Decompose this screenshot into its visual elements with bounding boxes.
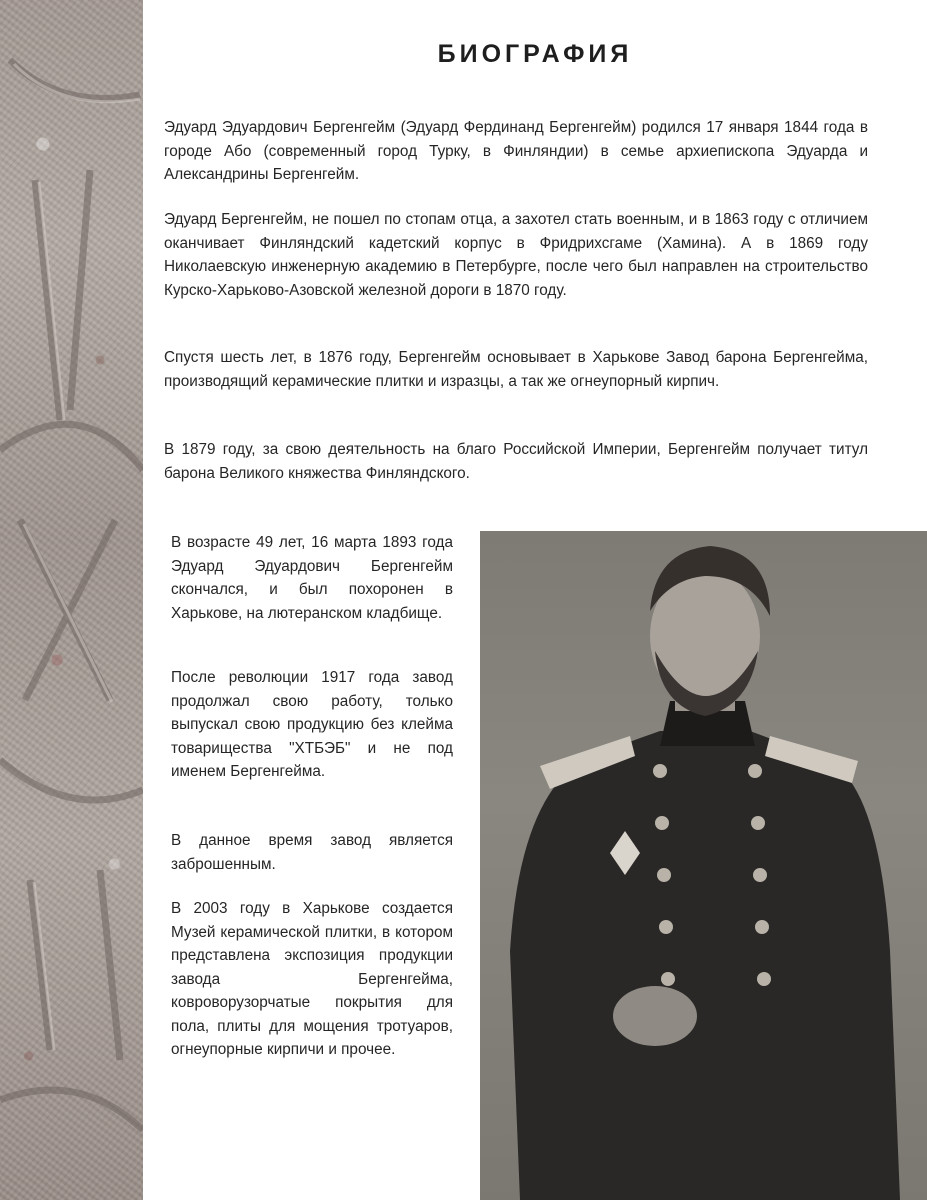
bio-paragraph-death: В возрасте 49 лет, 16 марта 1893 года Эдуард Эдуардович Бергенгейм скончался, и был похоронен в Харькове, на лютеранском кладбище. [171, 534, 453, 622]
portrait-figure [480, 531, 927, 1200]
bio-paragraph-factory: Спустя шесть лет, в 1876 году, Бергенгейм основывает в Харькове Завод барона Бергенгейма, производящий керамические плитки и изразцы, а так же огнеупорный кирпич. [164, 349, 868, 390]
bio-paragraph-abandoned: В данное время завод является заброшенным. [171, 832, 453, 873]
bio-paragraph-birth: Эдуард Эдуардович Бергенгейм (Эдуард Фердинанд Бергенгейм) родился 17 января 1844 года в городе Або (современный город Турку, в Финляндии) в семье архиепископа Эдуарда и Александрины Бергенгейм. [164, 119, 868, 183]
decorative-stone-strip [0, 0, 143, 1200]
bio-paragraph-revolution: После революции 1917 года завод продолжал свою работу, только выпускал свою продукцию без клейма товарищества "ХТБЭБ" и не под именем Бергенгейма. [171, 669, 453, 780]
bio-paragraph-education: Эдуард Бергенгейм, не пошел по стопам отца, а захотел стать военным, и в 1863 году с отличием оканчивает Финляндский кадетский корпус в Фридрихсгаме (Хамина). А в 1869 году Николаевскую инженерную академию в Петербурге, после чего был направлен на строительство Курско-Харьково-Азовской железной дороги в 1870 году. [164, 211, 868, 299]
portrait-photo [480, 531, 927, 1200]
page-title: БИОГРАФИЯ [437, 40, 633, 68]
bio-paragraph-museum: В 2003 году в Харькове создается Музей керамической плитки, в котором представлена экспозиция продукции завода Бергенгейма, ковроворузорчатые покрытия для пола, плиты для мощения тротуаров, огнеупорные кирпичи и прочее. [171, 900, 453, 1058]
bio-paragraph-title: В 1879 году, за свою деятельность на благо Российской Империи, Бергенгейм получает титул барона Великого княжества Финляндского. [164, 441, 868, 482]
stone-carving-image [0, 0, 143, 1200]
